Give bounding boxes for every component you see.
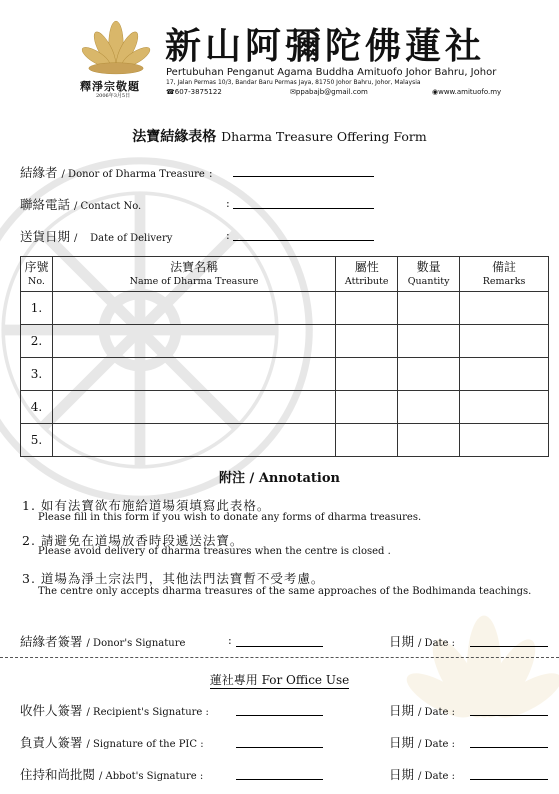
phone-contact <box>166 88 222 96</box>
table-row <box>21 391 549 424</box>
note-2-en: Please avoid delivery of dharma treasures when the centre is closed . <box>38 546 391 557</box>
cell-quantity[interactable] <box>398 391 460 424</box>
org-name-malay: Pertubuhan Penganut Agama Buddha Amituofo Johor Bahru, Johor <box>166 67 497 78</box>
row-number: 3. <box>21 358 53 391</box>
cell-name[interactable] <box>52 292 335 325</box>
table-row <box>21 292 549 325</box>
cell-attribute[interactable] <box>336 424 398 457</box>
donor-signature-en: / Donor's Signature <box>86 638 186 649</box>
abbot-signature-label: 住持和尚批閱 / Abbot's Signature : <box>20 767 204 782</box>
phone-icon: ☎ <box>166 88 175 96</box>
calligraphy-signature: 釋淨宗敬題 <box>80 80 140 93</box>
abbot-date-line[interactable] <box>470 779 548 780</box>
recipient-date-line[interactable] <box>470 715 548 716</box>
header-quantity: 數量 Quantity <box>398 257 460 292</box>
donor-signature-line[interactable] <box>236 646 323 647</box>
recipient-date-label: 日期 / Date : <box>389 703 456 718</box>
donor-date-label: 日期 / Date : <box>389 634 456 649</box>
note-2-zh: 2. 請避免在道場放香時段遞送法寶。 <box>22 533 244 548</box>
website-url: www.amituofo.my <box>438 88 502 96</box>
donor-label-en: / Donor of Dharma Treasure <box>61 169 205 180</box>
cell-remarks[interactable] <box>460 358 549 391</box>
row-number: 1. <box>21 292 53 325</box>
row-number: 2. <box>21 325 53 358</box>
cell-quantity[interactable] <box>398 292 460 325</box>
table-row <box>21 358 549 391</box>
abbot-date-label: 日期 / Date : <box>389 767 456 782</box>
org-name-chinese: 新山阿彌陀佛蓮社 <box>165 25 486 67</box>
cell-remarks[interactable] <box>460 325 549 358</box>
cell-attribute[interactable] <box>336 292 398 325</box>
phone-number: 607-3875122 <box>174 88 222 96</box>
pic-date-line[interactable] <box>470 747 548 748</box>
note-3-zh: 3. 道場為淨土宗法門，其他法門法寶暫不受考慮。 <box>22 571 325 586</box>
delivery-colon: : <box>226 229 230 242</box>
donor-signature-label <box>20 632 185 650</box>
cell-name[interactable] <box>52 325 335 358</box>
dharma-treasure-table <box>20 256 549 457</box>
delivery-label-en: / Date of Delivery <box>74 233 173 244</box>
email-icon: ✉ <box>290 88 296 96</box>
table-header-row <box>21 257 549 292</box>
row-number: 5. <box>21 424 53 457</box>
delivery-field-label <box>20 227 172 245</box>
lotus-logo-icon <box>76 15 156 80</box>
note-3-en: The centre only accepts dharma treasures of the same approaches of the Bodhimanda teachings. <box>38 586 532 597</box>
form-title <box>0 126 559 146</box>
cell-remarks[interactable] <box>460 391 549 424</box>
pic-date-label: 日期 / Date : <box>389 735 456 750</box>
donor-signature-colon: : <box>228 634 232 647</box>
row-number: 4. <box>21 391 53 424</box>
cell-remarks[interactable] <box>460 424 549 457</box>
abbot-signature-line[interactable] <box>236 779 323 780</box>
header-no: 序號 No. <box>21 257 53 292</box>
cell-quantity[interactable] <box>398 325 460 358</box>
office-use-title: 蓮社專用 For Office Use <box>209 673 350 687</box>
delivery-label-zh: 送貨日期 <box>20 229 71 244</box>
contact-label-zh: 聯絡電話 <box>20 197 71 212</box>
cell-name[interactable] <box>52 424 335 457</box>
email-contact <box>290 88 368 96</box>
donor-signature-zh: 結緣者簽署 <box>20 634 83 649</box>
note-1-en: Please fill in this form if you wish to donate any forms of dharma treasures. <box>38 512 422 523</box>
pic-signature-line[interactable] <box>236 747 323 748</box>
cell-quantity[interactable] <box>398 358 460 391</box>
calligraphy-date: 2006年3月5日 <box>96 93 131 99</box>
email-address: ppabajb@gmail.com <box>295 88 368 96</box>
pic-signature-label: 負責人簽署 / Signature of the PIC : <box>20 735 204 750</box>
recipient-signature-label: 收件人簽署 / Recipient's Signature : <box>20 703 209 718</box>
delivery-input-line[interactable] <box>233 240 374 241</box>
form-title-en: Dharma Treasure Offering Form <box>221 129 427 144</box>
donor-field-label <box>20 163 213 181</box>
recipient-signature-line[interactable] <box>236 715 323 716</box>
globe-icon: ◉ <box>432 88 439 96</box>
table-row <box>21 325 549 358</box>
form-title-zh: 法寶結緣表格 <box>132 129 217 145</box>
donor-input-line[interactable] <box>233 176 374 177</box>
donor-label-zh: 結緣者 <box>20 165 58 180</box>
header-attribute: 屬性 Attribute <box>336 257 398 292</box>
cell-attribute[interactable] <box>336 391 398 424</box>
donor-colon: : <box>208 167 213 180</box>
cut-divider <box>0 657 559 658</box>
cell-name[interactable] <box>52 358 335 391</box>
cell-quantity[interactable] <box>398 424 460 457</box>
cell-attribute[interactable] <box>336 358 398 391</box>
cell-name[interactable] <box>52 391 335 424</box>
header-remarks: 備註 Remarks <box>460 257 549 292</box>
donor-date-line[interactable] <box>470 646 548 647</box>
website-contact <box>432 88 501 96</box>
contact-input-line[interactable] <box>233 208 374 209</box>
annotation-title: 附注 / Annotation <box>219 471 340 486</box>
contact-label-en: / Contact No. <box>74 201 142 212</box>
cell-attribute[interactable] <box>336 325 398 358</box>
cell-remarks[interactable] <box>460 292 549 325</box>
contact-colon: : <box>226 197 230 210</box>
header-name: 法寶名稱 Name of Dharma Treasure <box>52 257 335 292</box>
table-row <box>21 424 549 457</box>
note-1-zh: 1. 如有法寶欲布施給道場須填寫此表格。 <box>22 498 271 513</box>
org-address: 17, Jalan Permas 10/3, Bandar Baru Permas Jaya, 81750 Johor Bahru, Johor, Malaysia <box>166 79 421 86</box>
contact-field-label <box>20 195 141 213</box>
